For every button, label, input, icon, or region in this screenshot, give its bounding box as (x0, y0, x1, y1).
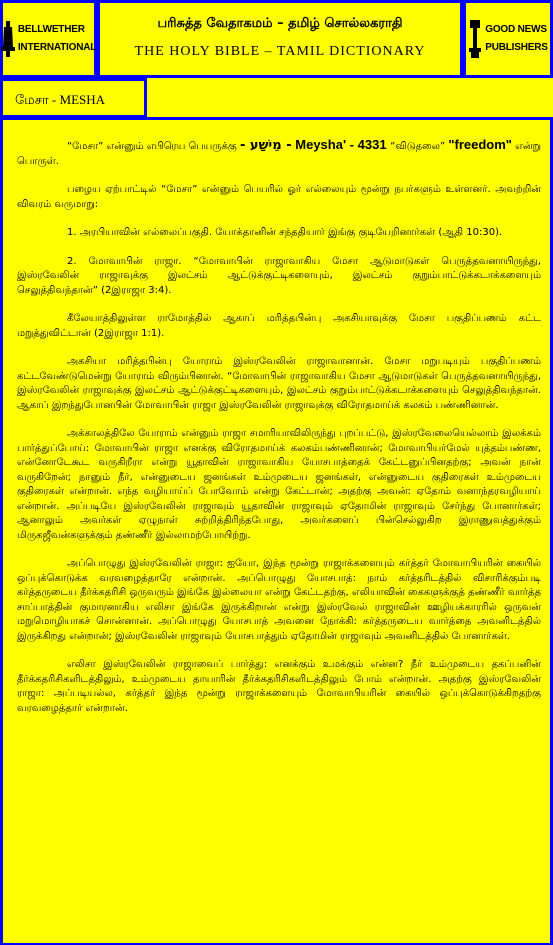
entry-word-box (0, 78, 147, 118)
body-paragraph: கீலேயாத்திலுள்ள ராமோத்தில் ஆகாப் மரித்தபின்பு அகசியாவுக்கு மேசா பகுதிப்பணம் கட்ட மறுத்துவிட்டான் (2இராஜா 1:1). (17, 313, 541, 339)
intro-paragraph: “மேசா” என்னும் எபிரெய பெயருக்கு - מֵישַׁע - Meysha' - 4331 “விடுதலை” "freedom" என்று பொருள். (17, 137, 542, 167)
good-news-logo (463, 0, 553, 78)
body-paragraph: 1. அரபியாவின் எல்லைப்பகுதி. யோக்தானின் சந்ததியார் இங்கு குடியேறினார்கள் (ஆதி 10:30). (67, 227, 503, 238)
body-paragraph: அகசியா மரித்தபின்பு யோராம் இஸ்ரவேலின் ராஜாவானான். மேசா மறுபடியும் பகுதிப்பணம் கட்டவேண்டுமென்று யோராம் விரும்பினான். “மோவாபின் ராஜாவாகிய மேசா ஆடுமாடுகள் பெருத்தவனாயிருந்து, இஸ்ரவேலின் ராஜாவுக்கு இலட்சம் ஆட்டுக்குட்டிகளையும், இலட்சம் குறும்பாட்டுக்கடாக்களையும் செலுத்திவந்தான். ஆகாப் இறந்துபோனபின் மோவாபின் ராஜா இஸ்ரவேலின் ராஜாவுக்கு விரோதமாய்க் கலகம் பண்ணினான். (17, 356, 541, 411)
hebrew-word: - מֵישַׁע - (239, 138, 292, 153)
content-panel (0, 117, 553, 945)
bell-icon (1, 21, 15, 57)
body-paragraph: பழைய ஏற்பாட்டில் “மேசா” என்னும் பெயரில் ஓர் எல்லையும் மூன்று நபர்களும் உள்ளனர். அவற்றின் விவரம் வருமாறு: (17, 184, 541, 210)
lamp-icon (468, 20, 482, 58)
body-paragraph: 2. மோவாபின் ராஜா. “மோவாபின் ராஜாவாகிய மேசா ஆடுமாடுகள் பெருத்தவனாயிருந்து, இஸ்ரவேலின் ராஜாவுக்கு இலட்சம் ஆட்டுக்குட்டிகளையும், இலட்சம் குறும்பாட்டுக்கடாக்களையும் செலுத்திவந்தான்” (2இராஜா 3:4). (17, 255, 541, 296)
bellwether-logo (0, 0, 97, 78)
transliteration: Meysha' - 4331 (291, 137, 391, 152)
good-news-logo-text (485, 21, 547, 57)
english-meaning: "freedom" (448, 137, 512, 152)
logo-line-2: PUBLISHERS (485, 42, 548, 53)
entry-word: மேசா - MESHA (15, 92, 106, 107)
logo-line-2: INTERNATIONAL (17, 42, 97, 53)
title-tamil: பரிசுத்த வேதாகமம் – தமிழ் சொல்லகராதி (157, 16, 403, 31)
body-paragraph: எலிசா இஸ்ரவேலின் ராஜாவைப் பார்த்து: எனக்கும் உமக்கும் என்ன? நீர் உம்முடைய தகப்பனின் தீர்க்கதரிசிகளிடத்திலும், உம்முடைய தாயாரின் தீர்க்கதரிசிகளிடத்திலும் போம் என்றான். அதற்கு இஸ்ரவேலின் ராஜா: அப்படியல்ல, கர்த்தர் இந்த மூன்று ராஜாக்களையும் மோவாபியரின் கையில் ஒப்புக்கொடுக்கிறதற்கு வரவழைத்தார் என்றான். (17, 659, 541, 714)
body-paragraph: அப்பொழுது இஸ்ரவேலின் ராஜா: ஐயோ, இந்த மூன்று ராஜாக்களையும் கர்த்தர் மோவாபியரின் கையில் ஒப்புக்கொடுக்க வரவழைத்தாரே என்றான். அப்பொழுது யோசபாத்: நாம் கர்த்தரிடத்தில் விசாரிக்கும்படி கர்த்தருடைய தீர்க்கதரிசி ஒருவரும் இங்கே இல்லையா என்று கேட்டதற்கு, எலியாவின் கைகளுக்குத் தண்ணீர் வார்த்த சாப்பாத்தின் குமாரனாகிய எலிசா இங்கே இருக்கிறான் என்று இஸ்ரவேல் ராஜாவின் ஊழியக்காரரில் ஒருவன் மறுமொழியாகச் சொன்னான். அப்பொழுது யோசபாத் அவனை நோக்கி: கர்த்தருடைய வார்த்தை அவனிடத்தில் இருக்கிறது என்றான்; இஸ்ரவேலின் ராஜாவும் யோசபாத்தும் ஏதோமின் ராஜாவும் அவனிடத்தில் போனார்கள். (17, 558, 541, 642)
bellwether-logo-text (18, 21, 96, 57)
body-paragraph: அக்காலத்திலே யோராம் என்னும் ராஜா சமாரியாவிலிருந்து புறப்பட்டு, இஸ்ரவேலையெல்லாம் இலக்கம் பார்த்துப்போய்: மோவாபின் ராஜா எனக்கு விரோதமாய்க் கலகம்பண்ணினான்; மோவாபியர்மேல் யுத்தம்பண்ண, என்னோடேகூட வருகிறீரா என்று யூதாவின் ராஜாவாகிய யோசபாத்தைக் கேட்டனுப்பினதற்கு; அவன் நான் வருகிறேன்; நானும் நீர், என்னுடைய ஜனங்கள் உம்முடைய ஜனங்கள், என்னுடைய குதிரைகள் உம்முடைய குதிரைகள் என்றான். எந்த வழியாய்ப் போவோம் என்று கேட்டான்; அதற்கு அவன்: ஏதோம் வனாந்தரவழியாய் என்றான். அப்படியே இஸ்ரவேலின் ராஜாவும் யூதாவின் ராஜாவும் ஏதோமின் ராஜாவும் சேர்ந்து போனார்கள்; ஆனாலும் அவர்கள் ஏழுநாள் சுற்றித்திரிந்தபோது, அவர்களைப் பின்செல்லுகிற இராணுவத்துக்கும் மிருகஜீவன்களுக்கும் தண்ணீர் இல்லாமற்போயிற்று. (17, 428, 542, 541)
page-header (97, 0, 463, 78)
entry-body (17, 138, 541, 730)
logo-line-1: BELLWETHER (17, 24, 85, 35)
title-english: THE HOLY BIBLE – TAMIL DICTIONARY (134, 44, 426, 59)
logo-line-1: GOOD NEWS (485, 24, 547, 35)
